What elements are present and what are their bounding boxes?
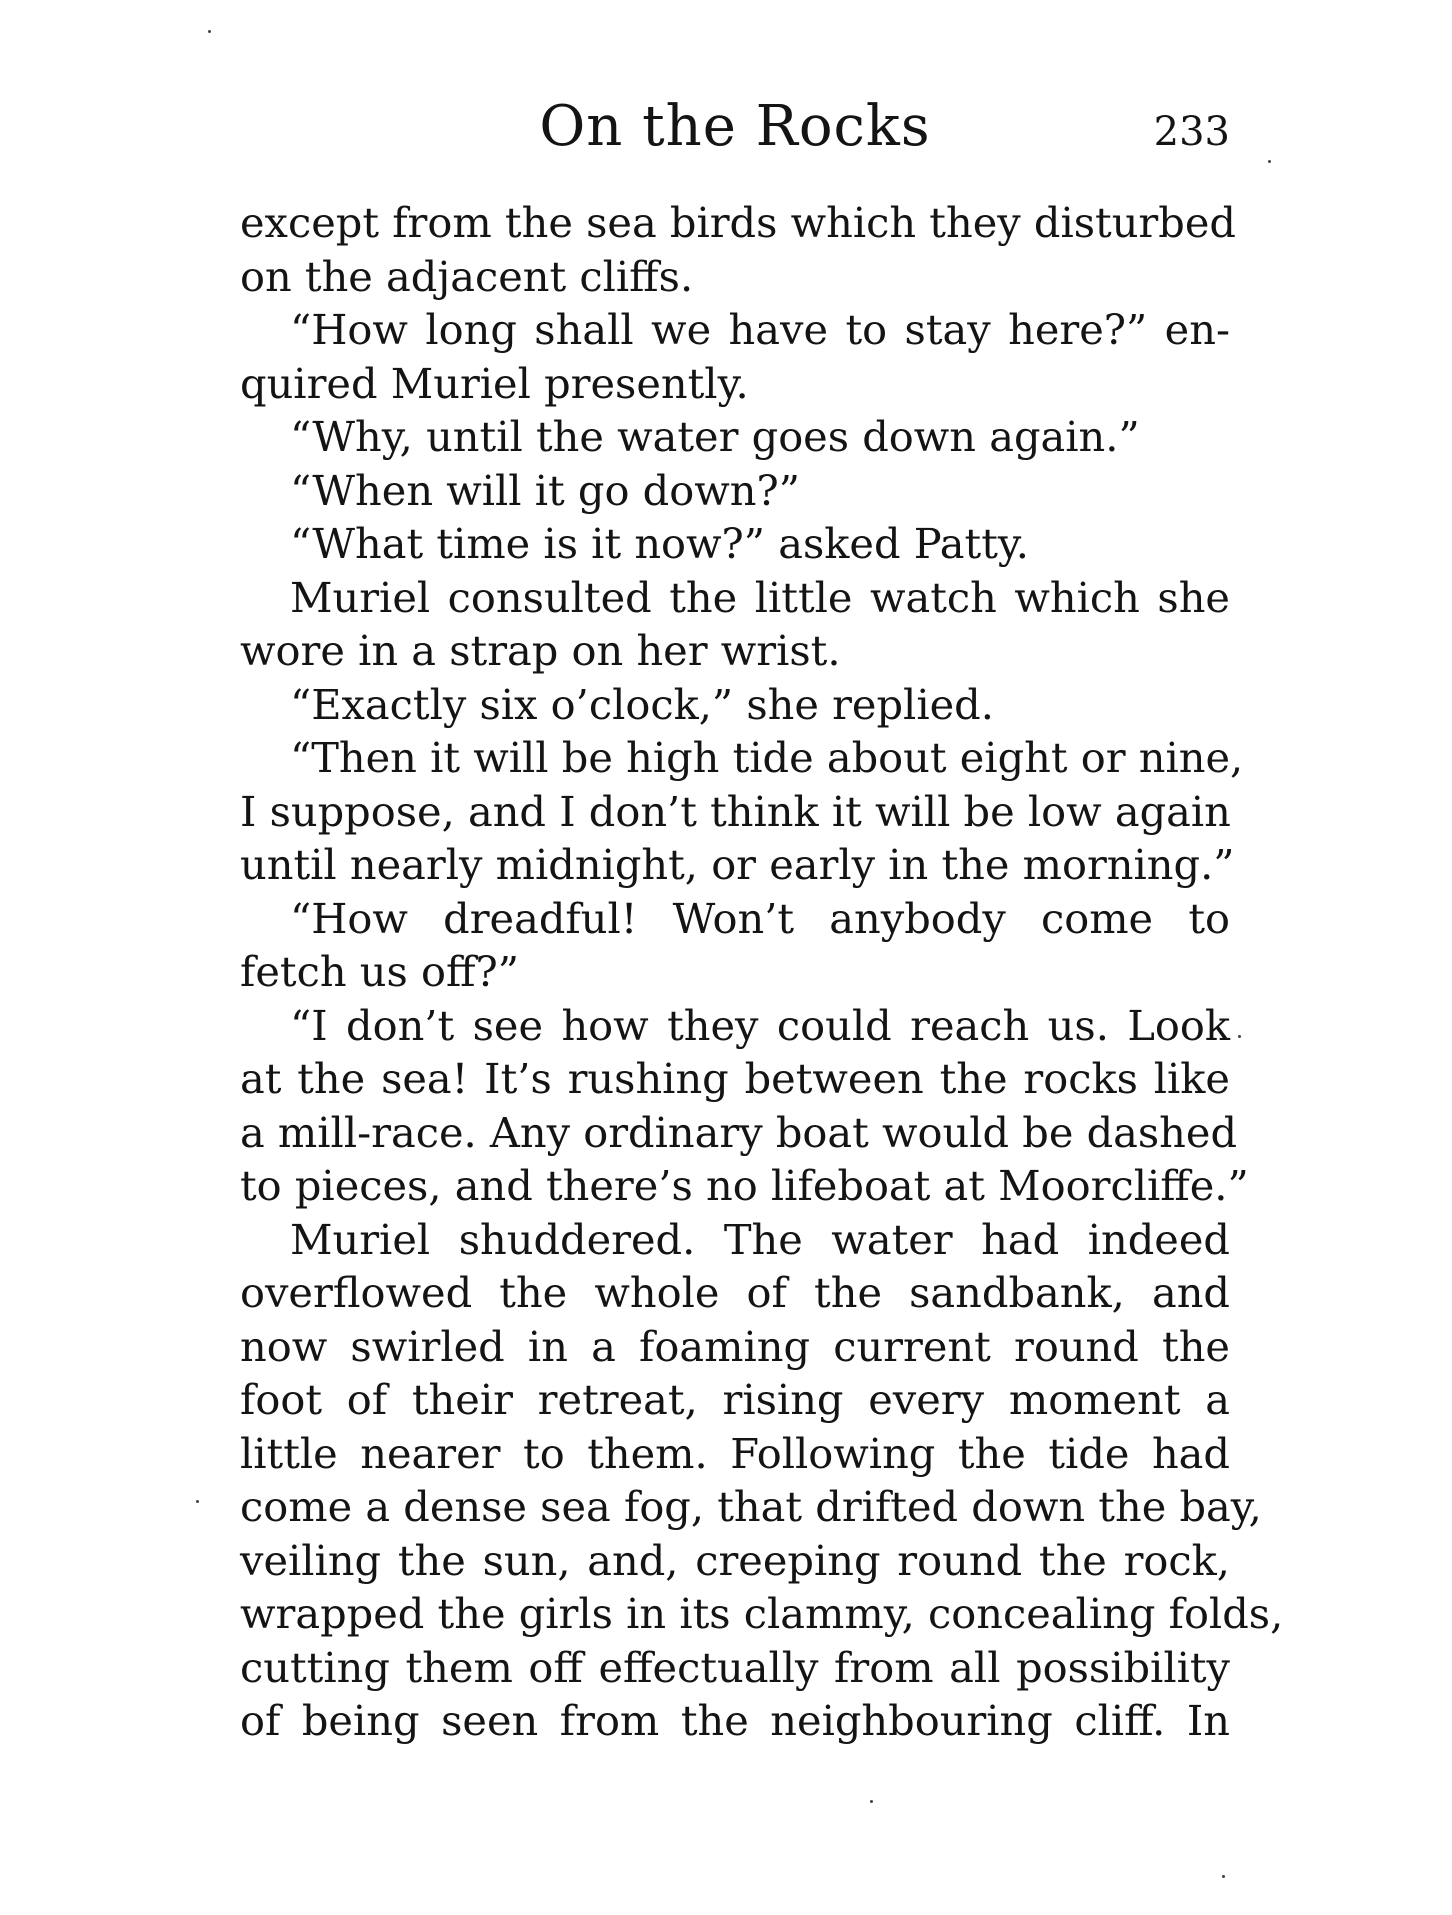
text-line: of being seen from the neighbouring cliff. In bbox=[240, 1696, 1230, 1745]
text-line: “How dreadful! Won’t anybody come to bbox=[290, 893, 1230, 943]
text-line: on the adjacent cliffs. bbox=[240, 251, 694, 301]
text-line: “Why, until the water goes down again.” bbox=[290, 412, 1140, 461]
body-text bbox=[240, 196, 1284, 1748]
text-line: Muriel shuddered. The water had indeed bbox=[290, 1214, 1230, 1264]
text-line: come a dense sea fog, that drifted down the bay, bbox=[240, 1482, 1262, 1531]
text-line: until nearly midnight, or early in the morning.” bbox=[240, 840, 1235, 889]
text-line: Muriel consulted the little watch which she bbox=[290, 572, 1230, 622]
page-number: 233 bbox=[1153, 109, 1230, 155]
text-line: veiling the sun, and, creeping round the rock, bbox=[240, 1535, 1230, 1585]
text-line: “What time is it now?” asked Patty. bbox=[290, 519, 1029, 568]
text-line: quired Muriel presently. bbox=[240, 358, 749, 408]
text-line: except from the sea birds which they disturbed bbox=[240, 198, 1236, 247]
text-line: fetch us off?” bbox=[240, 947, 519, 996]
text-line: at the sea! It’s rushing between the rocks like bbox=[240, 1054, 1230, 1103]
text-line: “Then it will be high tide about eight or nine, bbox=[290, 733, 1244, 782]
text-line: now swirled in a foaming current round the bbox=[240, 1321, 1230, 1371]
text-line: overflowed the whole of the sandbank, and bbox=[240, 1268, 1230, 1317]
text-line: to pieces, and there’s no lifeboat at Moorcliffe.” bbox=[240, 1161, 1249, 1210]
running-title: On the Rocks bbox=[539, 94, 931, 159]
running-head bbox=[240, 92, 1230, 162]
text-line: “Exactly six o’clock,” she replied. bbox=[290, 679, 994, 729]
text-line: wrapped the girls in its clammy, concealing folds, bbox=[240, 1589, 1284, 1638]
text-line: “I don’t see how they could reach us. Look bbox=[290, 1000, 1230, 1050]
text-line: cutting them off effectually from all possibility bbox=[240, 1642, 1230, 1692]
text-line: “When will it go down?” bbox=[290, 465, 800, 515]
scan-speck bbox=[208, 30, 211, 33]
scan-speck bbox=[1238, 1035, 1241, 1038]
scan-speck bbox=[1268, 160, 1271, 163]
text-line: “How long shall we have to stay here?” en- bbox=[290, 305, 1230, 354]
text-line: little nearer to them. Following the tide had bbox=[240, 1428, 1230, 1478]
text-line: I suppose, and I don’t think it will be low again bbox=[240, 786, 1231, 836]
text-line: wore in a strap on her wrist. bbox=[240, 626, 841, 675]
text-line: a mill-race. Any ordinary boat would be dashed bbox=[240, 1107, 1238, 1157]
scan-speck bbox=[870, 1800, 873, 1803]
scan-speck bbox=[1222, 1875, 1225, 1878]
scan-speck bbox=[196, 1500, 199, 1503]
text-line: foot of their retreat, rising every moment a bbox=[240, 1375, 1230, 1424]
